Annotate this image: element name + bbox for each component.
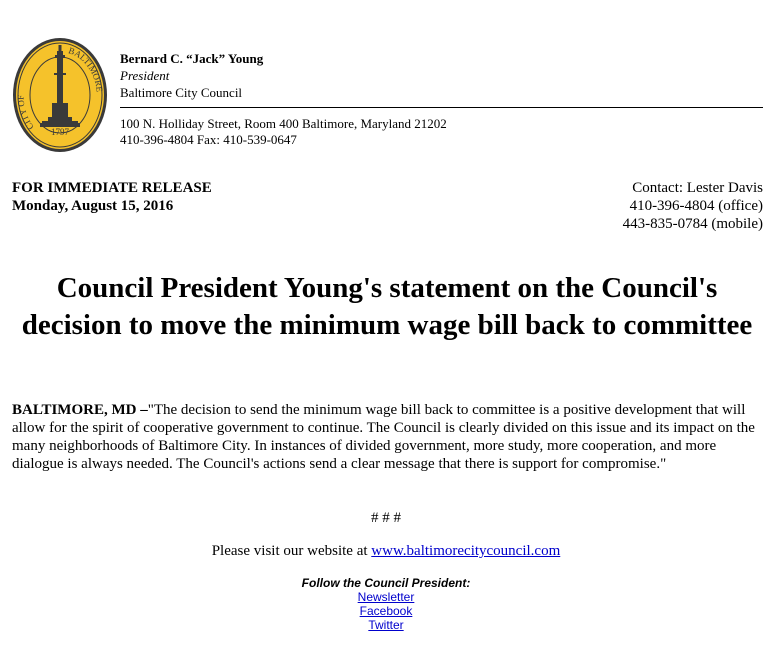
contact-office-phone: 410-396-4804 (office) — [629, 198, 763, 214]
press-release-body — [12, 401, 762, 473]
facebook-link[interactable]: Facebook — [359, 604, 413, 618]
release-block — [12, 179, 212, 215]
seal-graphic — [12, 37, 108, 153]
address-block — [120, 116, 447, 148]
website-link[interactable]: www.baltimorecitycouncil.com — [371, 543, 561, 559]
release-date: Monday, August 15, 2016 — [12, 198, 174, 214]
follow-title: Follow the Council President: — [301, 576, 471, 590]
contact-name: Contact: Lester Davis — [632, 180, 763, 196]
header-divider — [120, 107, 763, 108]
statement-text: "The decision to send the minimum wage bill back to committee is a positive development that will allow for the spirit of cooperative government to continue. The Council is clearly divided on this issue and its impact on the many neighborhoods of Baltimore City. In instances of divided government, more study, more cooperation, and more dialogue is always needed. The Council's actions send a clear message that there is support for compromise." — [12, 402, 755, 472]
website-prefix: Please visit our website at — [211, 543, 372, 559]
city-seal-logo — [12, 37, 108, 153]
contact-mobile-phone: 443-835-0784 (mobile) — [622, 216, 763, 232]
newsletter-link[interactable]: Newsletter — [357, 590, 415, 604]
twitter-link[interactable]: Twitter — [368, 618, 404, 632]
website-line — [0, 543, 772, 560]
sender-title: President — [120, 68, 170, 83]
sender-block — [120, 50, 263, 101]
seal-text-left: CITY OF — [15, 94, 36, 132]
sender-phones: 410-396-4804 Fax: 410-539-0647 — [120, 132, 297, 147]
follow-block — [0, 576, 772, 632]
seal-year: 1797 — [51, 127, 69, 137]
end-marks: # # # — [371, 510, 401, 526]
headline: Council President Young's statement on the Council's decision to move the minimum wage bill back to committee — [21, 272, 753, 341]
dateline: BALTIMORE, MD – — [12, 402, 148, 418]
release-label: FOR IMMEDIATE RELEASE — [12, 180, 212, 196]
sender-name: Bernard C. “Jack” Young — [120, 51, 264, 66]
sender-org: Baltimore City Council — [120, 85, 243, 100]
sender-address: 100 N. Holliday Street, Room 400 Baltimore, Maryland 21202 — [120, 116, 447, 131]
seal-text-right: BALTIMORE — [67, 45, 105, 93]
contact-block — [623, 179, 763, 233]
